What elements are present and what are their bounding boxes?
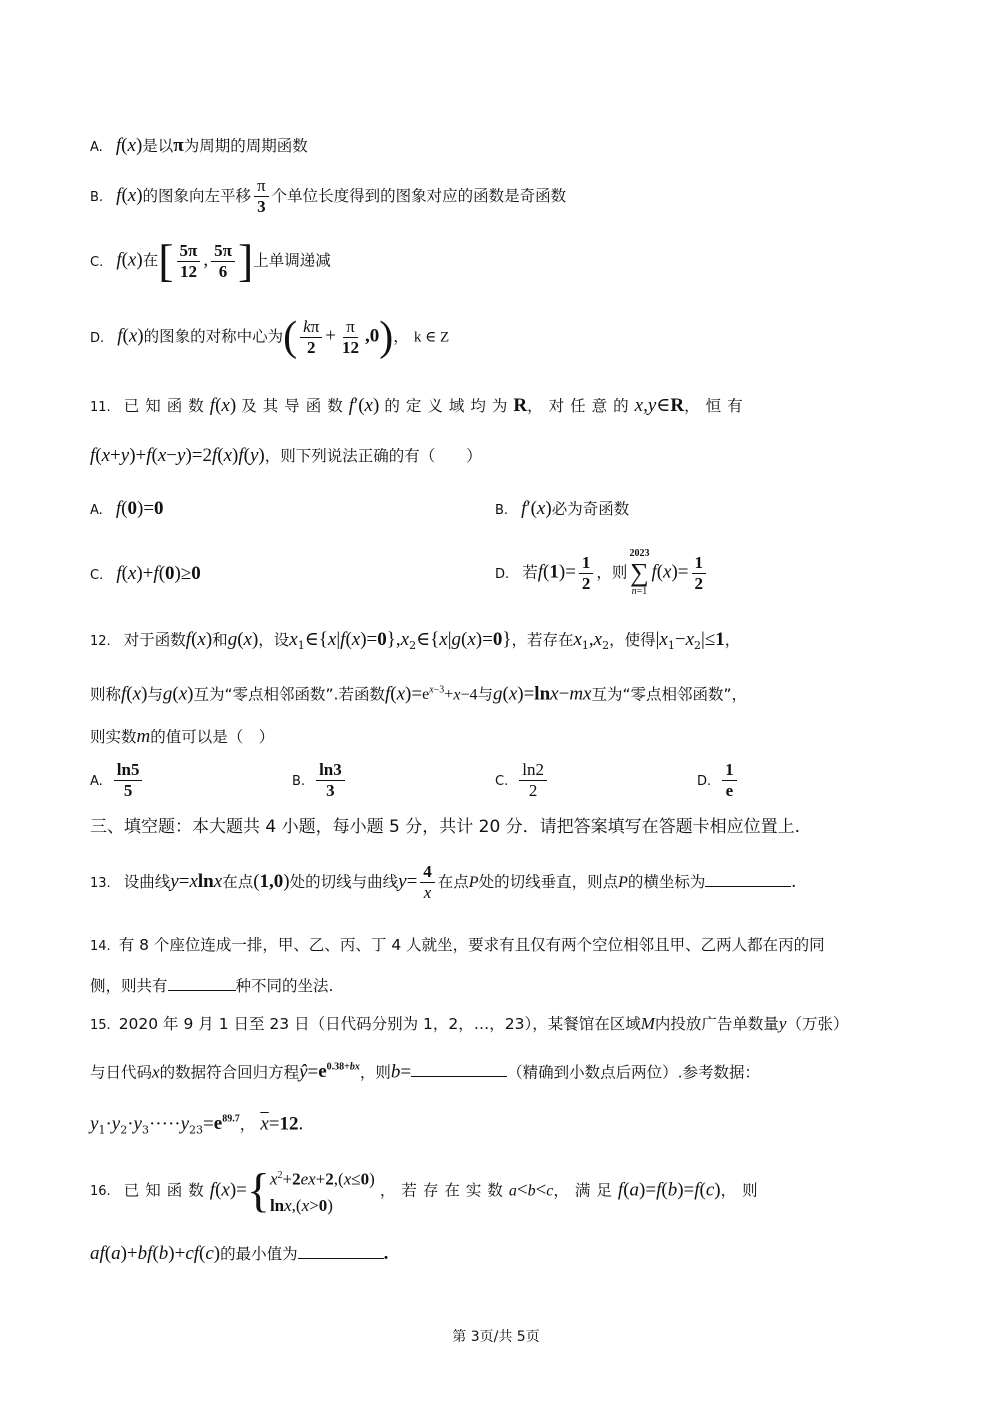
q15-line1: 15. 2020 年 9 月 1 日至 23 日（日代码分别为 1，2，…，23），某餐馆在区域M内投放广告单数量y（万张） — [90, 1014, 849, 1033]
q13-answer-blank[interactable] — [705, 868, 791, 887]
q12-stem-line1: 12. 对于函数f(x)和g(x)，设$x_1\in\{x|f(x)=0\},x_2\in\{x|g(x)=0\}$，若存在$x_1,x_2$，使得$|x_1-x_2|\le 1$， — [90, 629, 741, 653]
q10-option-d: D. f(x)的图象的对称中心为( $\frac{k\pi}{2}$ + $\frac{\pi}{12}$ ,0)， k ∈ Z — [90, 314, 450, 360]
q12-stem-line2: 则称f(x)与g(x)互为“零点相邻函数”.若函数$f(x)=e^{x-3}+x-4$与g(x)=lnx−mx互为“零点相邻函数”， — [90, 683, 748, 705]
q11-option-d: D. 若f(1)= $\frac{1}{2}$ ，则 2023 ∑ n=1 f(x)= $\frac{1}{2}$ — [495, 548, 709, 598]
q11-option-a: A. f(0)=0 — [90, 498, 164, 519]
q13: 13. 设曲线y=xlnx在点(1,0)处的切线与曲线y= $\frac{4}{x}$ 在点P处的切线垂直，则点P的横坐标为 . — [90, 862, 797, 902]
q12-option-c: C. $\frac{\ln 2}{2}$ — [495, 760, 550, 801]
q12-stem-line3: 则实数m的值可以是（ ） — [90, 726, 275, 747]
q12-option-b: B. $\frac{\ln 3}{3}$ — [292, 760, 348, 801]
q14-line2: 侧，则共有 种不同的坐法. — [90, 972, 333, 998]
q10-option-c: C. f(x)在[ $\frac{5\pi}{12}$ , $\frac{5\pi}{6}$ ]上单调递减 — [90, 235, 331, 286]
q12-option-a: A. $\frac{\ln 5}{5}$ — [90, 760, 145, 801]
q15-line2: 与日代码x的数据符合回归方程$ŷ=e^{0.38+bx}$，则b= （精确到小数点后两位）.参考数据： — [90, 1056, 760, 1084]
q14-answer-blank[interactable] — [168, 972, 236, 991]
q14-line1: 14. 有 8 个座位连成一排，甲、乙、丙、丁 4 人就坐，要求有且仅有两个空位相邻且甲、乙两人都在丙的同 — [90, 936, 825, 954]
q10-option-b: B. f(x)的图象向左平移 $\frac{\pi}{3}$ 个单位长度得到的图象对应的函数是奇函数 — [90, 176, 567, 216]
q11-option-b: B. f′(x)必为奇函数 — [495, 498, 630, 519]
q12-option-d: D. $\frac{1}{e}$ — [697, 760, 740, 801]
section-heading: 三、填空题：本大题共 4 小题，每小题 5 分，共计 20 分．请把答案填写在答题卡相应位置上. — [90, 817, 801, 837]
q10-option-a: A. f(x)是以π为周期的周期函数 — [90, 135, 308, 156]
q16-line1: 16. 已知函数f(x)={ $x^2+2ex+2,(x\le 0)$ lnx,(x>0) ，若存在实数a<b<c，满足f(a)=f(b)=f(c)，则 — [90, 1163, 764, 1217]
page-number: 第 3页/共 5页 — [452, 1329, 540, 1345]
q11-stem-line2: f(x+y)+f(x−y)=2f(x)f(y)，则下列说法正确的有（ ） — [90, 445, 482, 466]
q15-line3: $y_1\cdot y_2\cdot y_3\cdot\cdot\cdot\cdot\cdot y_{23}=e^{89.7}$， $\overline{x}=12$. — [90, 1113, 304, 1137]
q11-stem-line1: 11. 已知函数f(x) 及其导函数f′(x) 的定义域均为R，对任意的x,y∈R，恒有 — [90, 395, 749, 416]
q16-line2: af(a)+bf(b)+cf(c)的最小值为 . — [90, 1240, 388, 1266]
q11-option-c: C. f(x)+f(0)≥0 — [90, 563, 201, 584]
q16-answer-blank[interactable] — [298, 1240, 384, 1259]
q15-answer-blank[interactable] — [411, 1058, 507, 1077]
